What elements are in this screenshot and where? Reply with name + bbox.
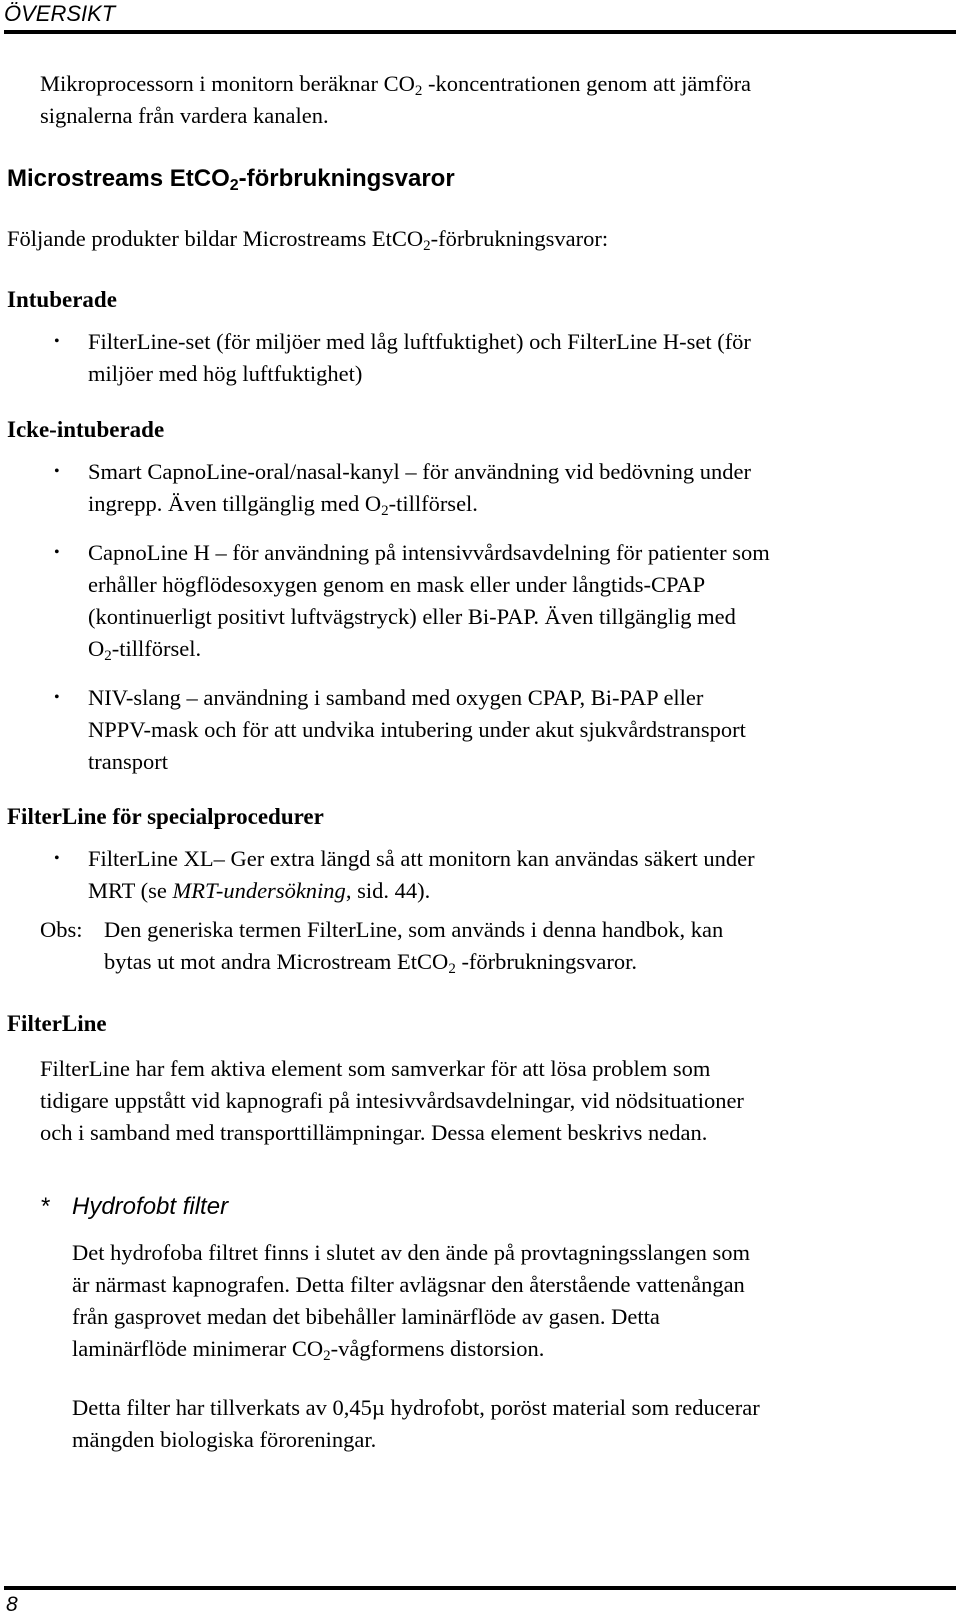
non-intubated-heading: Icke-intuberade bbox=[7, 417, 165, 442]
non-intubated-item-3: NIV-slang – användning i samband med oxygen CPAP, Bi-PAP eller NPPV-mask och för att undvika intubering under akut sjukvårdstransport transport bbox=[88, 685, 746, 774]
hydrophobic-paragraph-1: Det hydrofoba filtret finns i slutet av den ände på provtagningsslangen som är närmast kapnografen. Detta filter avlägsnar den återstående vattenångan från gasprovet medan det bibehåller laminärflöde av gasen. Detta laminärflöde minimerar $CO_2$-vågformens distorsion. bbox=[72, 1240, 750, 1364]
bullet-icon: • bbox=[54, 463, 60, 480]
non-intubated-item-2: CapnoLine H – för användning på intensivvårdsavdelning för patienter som erhåller högflödesoxygen genom en mask eller under långtids-CPAP (kontinuerligt positivt luftvägstryck) eller Bi-PAP. Även tillgänglig med $O_2$-tillförsel. bbox=[88, 540, 770, 664]
note-label: Obs: bbox=[40, 917, 83, 942]
bullet-icon: • bbox=[54, 544, 60, 561]
hydrophobic-marker: * bbox=[40, 1193, 50, 1220]
consumables-heading: Microstreams EtCO$_2$-förbrukningsvaror bbox=[7, 165, 455, 194]
non-intubated-item-1: Smart CapnoLine-oral/nasal-kanyl – för användning vid bedövning under ingrepp. Även tillgänglig med $O_2$-tillförsel. bbox=[88, 459, 751, 519]
intubated-item-1: FilterLine-set (för miljöer med låg luftfuktighet) och FilterLine H-set (för miljöer med hög luftfuktighet) bbox=[88, 329, 751, 386]
intro-paragraph bbox=[40, 68, 751, 132]
hydrophobic-paragraph-2: Detta filter har tillverkats av 0,45µ hydrofobt, poröst material som reducerar mängden biologiska föroreningar. bbox=[72, 1395, 760, 1452]
intubated-heading: Intuberade bbox=[7, 287, 117, 312]
footer-rule bbox=[4, 1586, 956, 1590]
bullet-icon: • bbox=[54, 689, 60, 706]
intro-line-2: signalerna från vardera kanalen. bbox=[40, 103, 329, 128]
bullet-icon: • bbox=[54, 333, 60, 350]
mri-reference: MRT-undersökning bbox=[172, 878, 346, 903]
page-number: 8 bbox=[6, 1593, 18, 1616]
filterline-paragraph: FilterLine har fem aktiva element som samverkar för att lösa problem som tidigare uppstått vid kapnografi på intesivvårdsavdelningar, vid nödsituationer och i samband med transporttillämpningar. Dessa element beskrivs nedan. bbox=[40, 1056, 744, 1145]
section-label: ÖVERSIKT bbox=[4, 1, 116, 26]
special-heading: FilterLine för specialprocedurer bbox=[7, 804, 324, 829]
note-text: Den generiska termen FilterLine, som används i denna handbok, kan bytas ut mot andra Microstream EtCO$_2$ -förbrukningsvaror. bbox=[104, 917, 724, 977]
hydrophobic-heading: Hydrofobt filter bbox=[72, 1193, 229, 1220]
bullet-icon: • bbox=[54, 850, 60, 867]
filterline-heading: FilterLine bbox=[7, 1011, 107, 1036]
header-rule bbox=[4, 30, 956, 34]
special-item-1: FilterLine XL– Ger extra längd så att monitorn kan användas säkert under MRT (se MRT-undersökning, sid. 44). bbox=[88, 846, 755, 903]
intro-line-1: Mikroprocessorn i monitorn beräknar $CO_2$ -koncentrationen genom att jämföra bbox=[40, 71, 752, 99]
consumables-lead: Följande produkter bildar Microstreams EtCO$_2$-förbrukningsvaror: bbox=[7, 226, 609, 254]
